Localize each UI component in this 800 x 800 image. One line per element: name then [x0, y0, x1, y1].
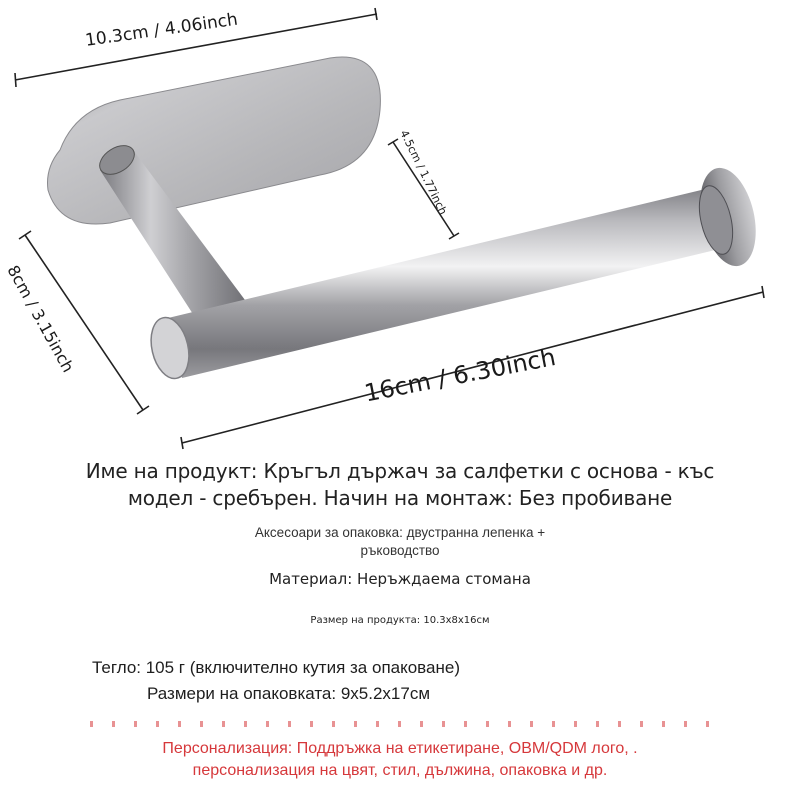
- product-name-line-2: модел - сребърен. Начин на монтаж: Без пробиване: [127, 486, 673, 510]
- package-size-text: Размери на опаковката: 9x5.2x17см: [147, 684, 431, 703]
- customization-line-2: персонализация на цвят, стил, дължина, опаковка и др.: [192, 762, 608, 779]
- product-size-text: Размер на продукта: 10.3x8x16см: [310, 615, 490, 626]
- width-dimension-label: 10.3cm / 4.06inch: [84, 9, 240, 51]
- holder-rod: [145, 162, 764, 382]
- cropped-text-artifact: [90, 721, 710, 727]
- accessories-line-1: Аксесоари за опаковка: двустранна лепенка +: [254, 525, 546, 540]
- mounting-plate: [48, 57, 381, 224]
- height-dimension-label: 8cm / 3.15inch: [3, 262, 78, 376]
- material-text: Материал: Неръждаема стомана: [269, 570, 531, 588]
- depth-dimension-label: 4.5cm / 1.77inch: [397, 128, 450, 217]
- weight-text: Тегло: 105 г (включително кутия за опаковане): [92, 658, 460, 677]
- product-name-line-1: Име на продукт: Кръгъл държач за салфетки с основа - къс: [85, 459, 715, 483]
- length-dimension-label: 16cm / 6.30inch: [362, 342, 558, 408]
- customization-line-1: Персонализация: Поддръжка на етикетиране, OBM/QDM лого, .: [162, 740, 638, 757]
- accessories-line-2: ръководство: [360, 543, 440, 558]
